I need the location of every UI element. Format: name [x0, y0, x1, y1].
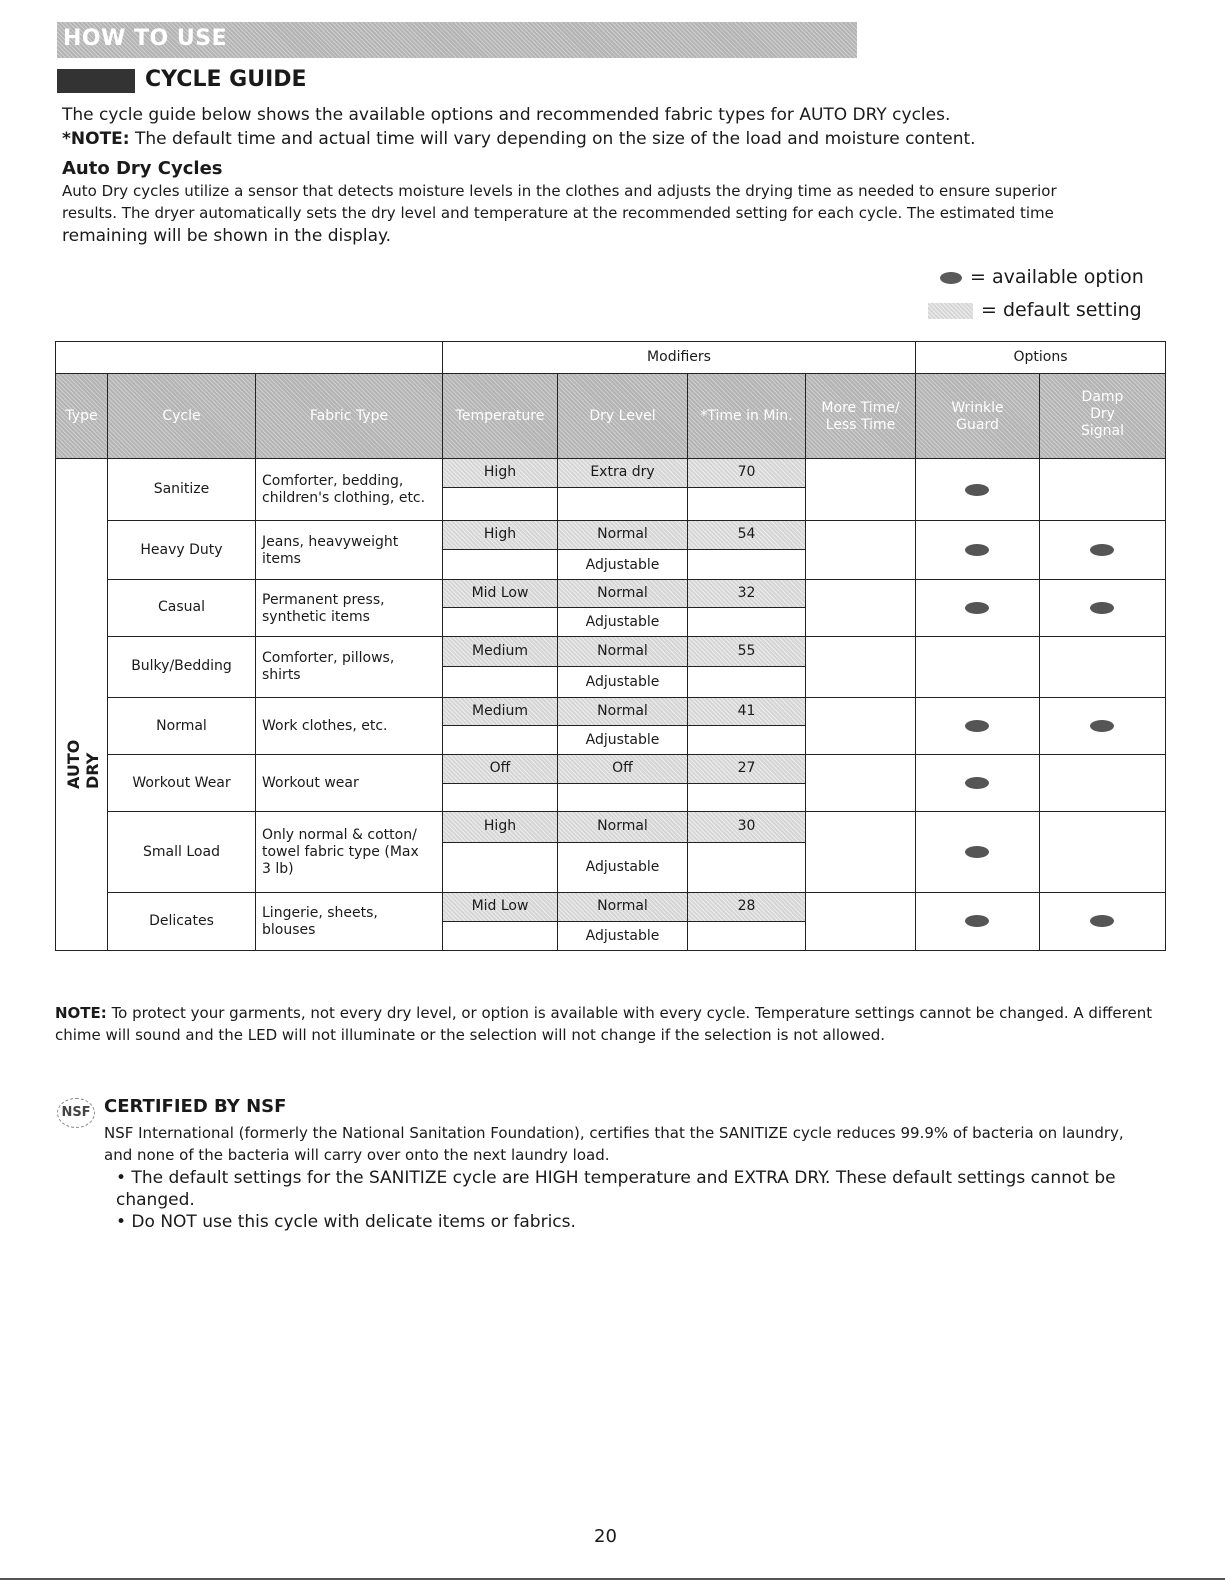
intro-note-text: The default time and actual time will vary depending on the size of the load and moisture content. [129, 129, 976, 149]
dry-level-value: Normal [597, 898, 648, 914]
available-dot-icon [1090, 544, 1114, 556]
section-banner-label: HOW TO USE [63, 26, 228, 51]
wrinkle-guard-cell [915, 579, 1040, 637]
temperature-value: Mid Low [471, 898, 529, 914]
fabric-line-2: towel fabric type (Max [262, 844, 419, 860]
damp-dry-cell [1039, 579, 1166, 637]
bottom-note-text: To protect your garments, not every dry level, or option is available with every cycle. Temperature settings cannot be changed. A different chime will sound and the LED will not illuminate or the selection will not change if the selection is not allowed. [55, 1004, 1153, 1044]
temperature-default [442, 579, 558, 608]
dry-level-adjustable: Adjustable [585, 732, 660, 748]
wrinkle-guard-cell [915, 811, 1040, 893]
title-block [57, 69, 135, 93]
temperature-default [442, 811, 558, 843]
nsf-text: NSF International (formerly the National Sanitation Foundation), certifies that the SANITIZE cycle reduces 99.9% of bacteria on laundry, and none of the bacteria will carry over onto the next laundry load. [104, 1124, 1124, 1164]
fabric-line-2: children's clothing, etc. [262, 490, 426, 506]
table-row-fabric [255, 579, 443, 637]
legend-default [928, 299, 1142, 321]
table-row-fabric [255, 697, 443, 755]
available-dot-icon [965, 720, 989, 732]
wrinkle-guard-cell [915, 520, 1040, 580]
col-header-more-time-label-2: Less Time [825, 417, 896, 433]
temperature-alt [442, 842, 558, 893]
dry-level-default [557, 697, 688, 726]
temperature-default [442, 636, 558, 667]
dry-level-value: Normal [597, 818, 648, 834]
dry-level-value: Off [612, 760, 633, 776]
auto-dry-heading: Auto Dry Cycles [62, 158, 223, 179]
time-alt [687, 842, 806, 893]
temperature-default [442, 892, 558, 922]
type-label-auto-dry: AUTO DRY [64, 739, 102, 789]
group-header-blank [55, 341, 443, 374]
col-header-type [55, 373, 108, 459]
cycle-name: Heavy Duty [140, 542, 223, 558]
time-value: 28 [737, 898, 756, 914]
col-header-damp-label-1: Damp [1081, 389, 1124, 405]
cycle-name: Bulky/Bedding [131, 658, 232, 674]
table-row-fabric [255, 892, 443, 951]
table-row-cycle [107, 892, 256, 951]
nsf-bullet-1: • The default settings for the SANITIZE cycle are HIGH temperature and EXTRA DRY. These default settings cannot be changed. [116, 1168, 1116, 1210]
col-header-temperature [442, 373, 558, 459]
auto-dry-line-1: Auto Dry cycles utilize a sensor that detects moisture levels in the clothes and adjusts the drying time as needed to ensure superior [62, 182, 1057, 200]
table-row-cycle [107, 458, 256, 521]
col-header-more-time [805, 373, 916, 459]
time-value: 70 [737, 464, 756, 480]
cycle-name: Small Load [143, 844, 220, 860]
available-dot-icon [965, 544, 989, 556]
table-row-fabric [255, 636, 443, 698]
dry-level-adjustable: Adjustable [585, 674, 660, 690]
dry-level-adjustable: Adjustable [585, 859, 660, 875]
more-time-cell [805, 892, 916, 951]
dry-level-alt [557, 783, 688, 812]
available-dot-icon [965, 846, 989, 858]
fabric-line-2: items [262, 551, 301, 567]
table-row-cycle [107, 754, 256, 812]
col-header-damp-label-2: Dry [1090, 406, 1115, 422]
col-header-fabric-label: Fabric Type [309, 408, 389, 424]
col-header-wrinkle-label-1: Wrinkle [951, 400, 1004, 416]
table-row-fabric [255, 811, 443, 893]
col-header-cycle-label: Cycle [162, 408, 201, 424]
fabric-line-1: Lingerie, sheets, [262, 905, 378, 921]
intro-text: The cycle guide below shows the available options and recommended fabric types for AUTO DRY cycles. [62, 105, 951, 125]
available-dot-icon [965, 602, 989, 614]
nsf-logo-icon: NSF [57, 1098, 95, 1128]
temperature-value: Medium [472, 643, 528, 659]
time-alt [687, 549, 806, 580]
time-default [687, 697, 806, 726]
dry-level-default [557, 579, 688, 608]
legend-available [940, 266, 1144, 288]
fabric-line-2: synthetic items [262, 609, 370, 625]
col-header-cycle [107, 373, 256, 459]
fabric-line-1: Comforter, bedding, [262, 473, 404, 489]
temperature-default [442, 458, 558, 488]
time-alt [687, 725, 806, 755]
dry-level-alt [557, 607, 688, 637]
cycle-name: Sanitize [153, 481, 210, 497]
time-default [687, 754, 806, 784]
dry-level-default [557, 458, 688, 488]
more-time-cell [805, 636, 916, 698]
time-alt [687, 607, 806, 637]
col-header-type-label: Type [65, 408, 98, 424]
more-time-cell [805, 754, 916, 812]
time-default [687, 458, 806, 488]
time-default [687, 636, 806, 667]
fabric-line-1: Work clothes, etc. [262, 718, 388, 734]
time-alt [687, 783, 806, 812]
intro-note [62, 127, 976, 151]
fabric-line-1: Only normal & cotton/ [262, 827, 417, 843]
fabric-line-1: Workout wear [262, 775, 359, 791]
col-header-time [687, 373, 806, 459]
modifiers-label: Modifiers [647, 349, 711, 365]
default-swatch-icon [928, 303, 973, 319]
time-value: 27 [737, 760, 756, 776]
dry-level-default [557, 754, 688, 784]
available-dot-icon [940, 272, 962, 284]
auto-dry-line-3: remaining will be shown in the display. [62, 226, 392, 246]
wrinkle-guard-cell [915, 458, 1040, 521]
dry-level-alt [557, 921, 688, 951]
more-time-cell [805, 520, 916, 580]
temperature-alt [442, 549, 558, 580]
section-banner [57, 22, 857, 58]
dry-level-default [557, 520, 688, 550]
cycle-name: Normal [156, 718, 207, 734]
temperature-alt [442, 666, 558, 698]
col-header-wrinkle-guard [915, 373, 1040, 459]
time-default [687, 811, 806, 843]
group-header-modifiers [442, 341, 916, 374]
time-value: 30 [737, 818, 756, 834]
col-header-damp-dry [1039, 373, 1166, 459]
available-dot-icon [1090, 602, 1114, 614]
dry-level-alt [557, 842, 688, 893]
dry-level-alt [557, 725, 688, 755]
time-default [687, 520, 806, 550]
time-alt [687, 921, 806, 951]
fabric-line-1: Permanent press, [262, 592, 385, 608]
damp-dry-cell [1039, 811, 1166, 893]
wrinkle-guard-cell [915, 754, 1040, 812]
fabric-line-1: Jeans, heavyweight [262, 534, 399, 550]
dry-level-default [557, 636, 688, 667]
fabric-line-2: blouses [262, 922, 316, 938]
legend-available-text: = available option [970, 266, 1144, 288]
fabric-line-2: shirts [262, 667, 301, 683]
more-time-cell [805, 458, 916, 521]
time-value: 54 [737, 526, 756, 542]
dry-level-default [557, 892, 688, 922]
temperature-value: Medium [472, 703, 528, 719]
temperature-value: High [483, 818, 517, 834]
dry-level-alt [557, 549, 688, 580]
col-header-damp-label-3: Signal [1080, 423, 1124, 439]
temperature-alt [442, 607, 558, 637]
temperature-default [442, 754, 558, 784]
group-header-options [915, 341, 1166, 374]
more-time-cell [805, 697, 916, 755]
cycle-name: Delicates [149, 913, 214, 929]
wrinkle-guard-cell [915, 892, 1040, 951]
cycle-name: Casual [158, 599, 205, 615]
col-header-temperature-label: Temperature [455, 408, 545, 424]
temperature-alt [442, 783, 558, 812]
dry-level-value: Normal [597, 703, 648, 719]
damp-dry-cell [1039, 520, 1166, 580]
table-row-fabric [255, 458, 443, 521]
wrinkle-guard-cell [915, 697, 1040, 755]
available-dot-icon [1090, 720, 1114, 732]
temperature-value: Off [489, 760, 511, 776]
col-header-dry-level [557, 373, 688, 459]
time-default [687, 892, 806, 922]
time-value: 32 [737, 585, 756, 601]
cycle-name: Workout Wear [132, 775, 231, 791]
dry-level-adjustable: Adjustable [585, 928, 660, 944]
auto-dry-line-2: results. The dryer automatically sets the dry level and temperature at the recommended setting for each cycle. The estimated time [62, 204, 1054, 222]
bottom-note-label: NOTE: [55, 1004, 107, 1022]
dry-level-alt [557, 666, 688, 698]
col-header-fabric [255, 373, 443, 459]
table-row-cycle [107, 811, 256, 893]
page-bottom-rule [0, 1578, 1225, 1580]
dry-level-value: Normal [597, 526, 648, 542]
table-row-cycle [107, 579, 256, 637]
legend-default-text: = default setting [981, 299, 1142, 321]
table-row-cycle [107, 697, 256, 755]
table-row-fabric [255, 754, 443, 812]
dry-level-value: Extra dry [590, 464, 655, 480]
damp-dry-cell [1039, 636, 1166, 698]
options-label: Options [1013, 349, 1068, 365]
temperature-value: High [483, 464, 517, 480]
time-value: 55 [737, 643, 756, 659]
dry-level-default [557, 811, 688, 843]
col-header-more-time-label-1: More Time/ [821, 400, 900, 416]
intro-note-label: *NOTE: [62, 129, 130, 149]
fabric-line-3: 3 lb) [262, 861, 294, 877]
temperature-default [442, 520, 558, 550]
dry-level-value: Normal [597, 585, 648, 601]
damp-dry-cell [1039, 458, 1166, 521]
available-dot-icon [965, 915, 989, 927]
available-dot-icon [965, 777, 989, 789]
table-row-cycle [107, 520, 256, 580]
fabric-line-1: Comforter, pillows, [262, 650, 395, 666]
available-dot-icon [1090, 915, 1114, 927]
time-alt [687, 487, 806, 521]
page-number: 20 [594, 1526, 617, 1547]
bottom-note [55, 1002, 1155, 1046]
more-time-cell [805, 579, 916, 637]
time-alt [687, 666, 806, 698]
more-time-cell [805, 811, 916, 893]
temperature-value: Mid Low [471, 585, 529, 601]
temperature-alt [442, 487, 558, 521]
damp-dry-cell [1039, 754, 1166, 812]
type-cell-auto-dry [55, 458, 108, 951]
nsf-bullet-2: • Do NOT use this cycle with delicate items or fabrics. [116, 1212, 576, 1232]
dry-level-adjustable: Adjustable [585, 614, 660, 630]
table-row-cycle [107, 636, 256, 698]
col-header-time-label: *Time in Min. [700, 408, 793, 424]
dry-level-adjustable: Adjustable [585, 557, 660, 573]
wrinkle-guard-cell [915, 636, 1040, 698]
temperature-alt [442, 725, 558, 755]
time-default [687, 579, 806, 608]
page-title: CYCLE GUIDE [145, 67, 307, 92]
temperature-alt [442, 921, 558, 951]
damp-dry-cell [1039, 697, 1166, 755]
damp-dry-cell [1039, 892, 1166, 951]
nsf-title: CERTIFIED BY NSF [104, 1096, 287, 1117]
col-header-dry-level-label: Dry Level [589, 408, 656, 424]
table-row-fabric [255, 520, 443, 580]
temperature-value: High [483, 526, 517, 542]
time-value: 41 [737, 703, 756, 719]
col-header-wrinkle-label-2: Guard [956, 417, 999, 433]
temperature-default [442, 697, 558, 726]
dry-level-alt [557, 487, 688, 521]
available-dot-icon [965, 484, 989, 496]
dry-level-value: Normal [597, 643, 648, 659]
cycle-table [55, 341, 1166, 951]
